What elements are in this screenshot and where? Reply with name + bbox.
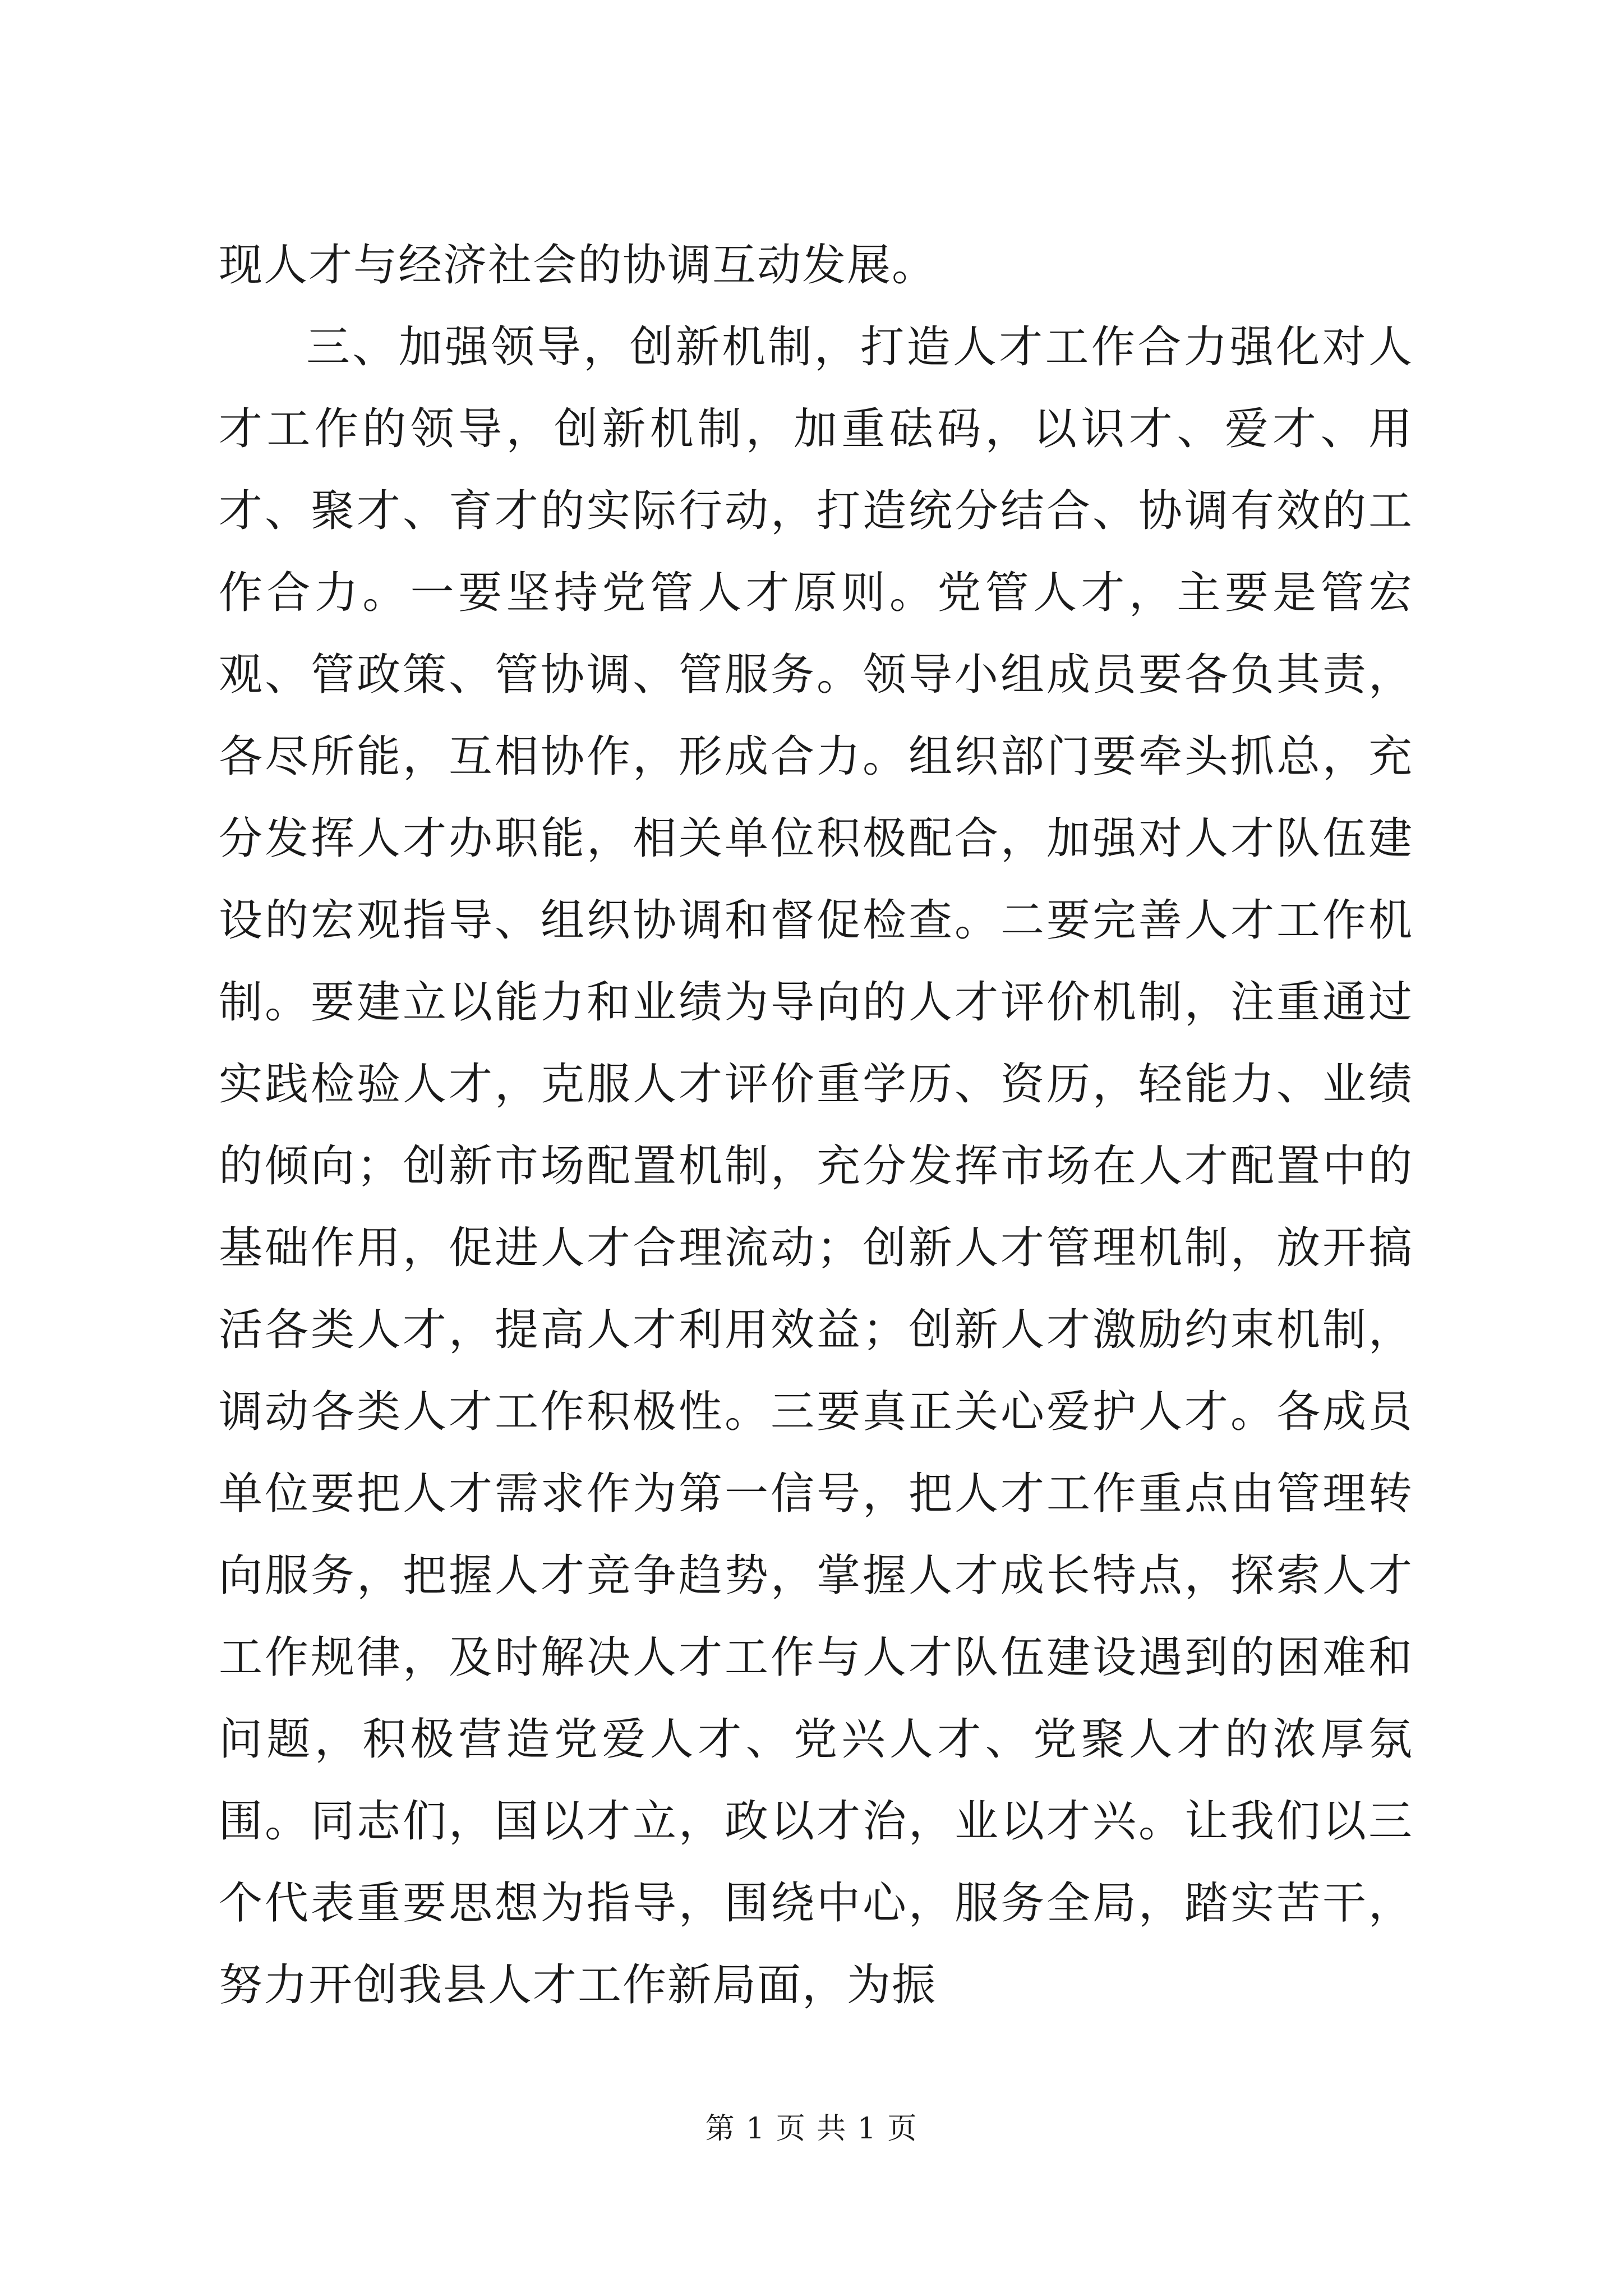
paragraph-continuation: 现人才与经济社会的协调互动发展。 (219, 240, 937, 291)
document-body (219, 224, 1413, 2026)
page-number-footer: 第 1 页 共 1 页 (705, 2112, 918, 2146)
paragraph-section-three: 三、加强领导，创新机制，打造人才工作合力强化对人才工作的领导，创新机制，加重砝码，以识才、爱才、用才、聚才、育才的实际行动，打造统分结合、协调有效的工作合力。一要坚持党管人才原则。党管人才，主要是管宏观、管政策、管协调、管服务。领导小组成员要各负其责，各尽所能，互相协作，形成合力。组织部门要牵头抓总，充分发挥人才办职能，相关单位积极配合，加强对人才队伍建设的宏观指导、组织协调和督促检查。二要完善人才工作机制。要建立以能力和业绩为导向的人才评价机制，注重通过实践检验人才，克服人才评价重学历、资历，轻能力、业绩的倾向；创新市场配置机制，充分发挥市场在人才配置中的基础作用，促进人才合理流动；创新人才管理机制，放开搞活各类人才，提高人才利用效益；创新人才激励约束机制，调动各类人才工作积极性。三要真正关心爱护人才。各成员单位要把人才需求作为第一信号，把人才工作重点由管理转向服务，把握人才竞争趋势，掌握人才成长特点，探索人才工作规律，及时解决人才工作与人才队伍建设遇到的困难和问题，积极营造党爱人才、党兴人才、党聚人才的浓厚氛围。同志们，国以才立，政以才治，业以才兴。让我们以三个代表重要思想为指导，围绕中心，服务全局，踏实苦干，努力开创我县人才工作新局面，为振 (219, 322, 1413, 2010)
